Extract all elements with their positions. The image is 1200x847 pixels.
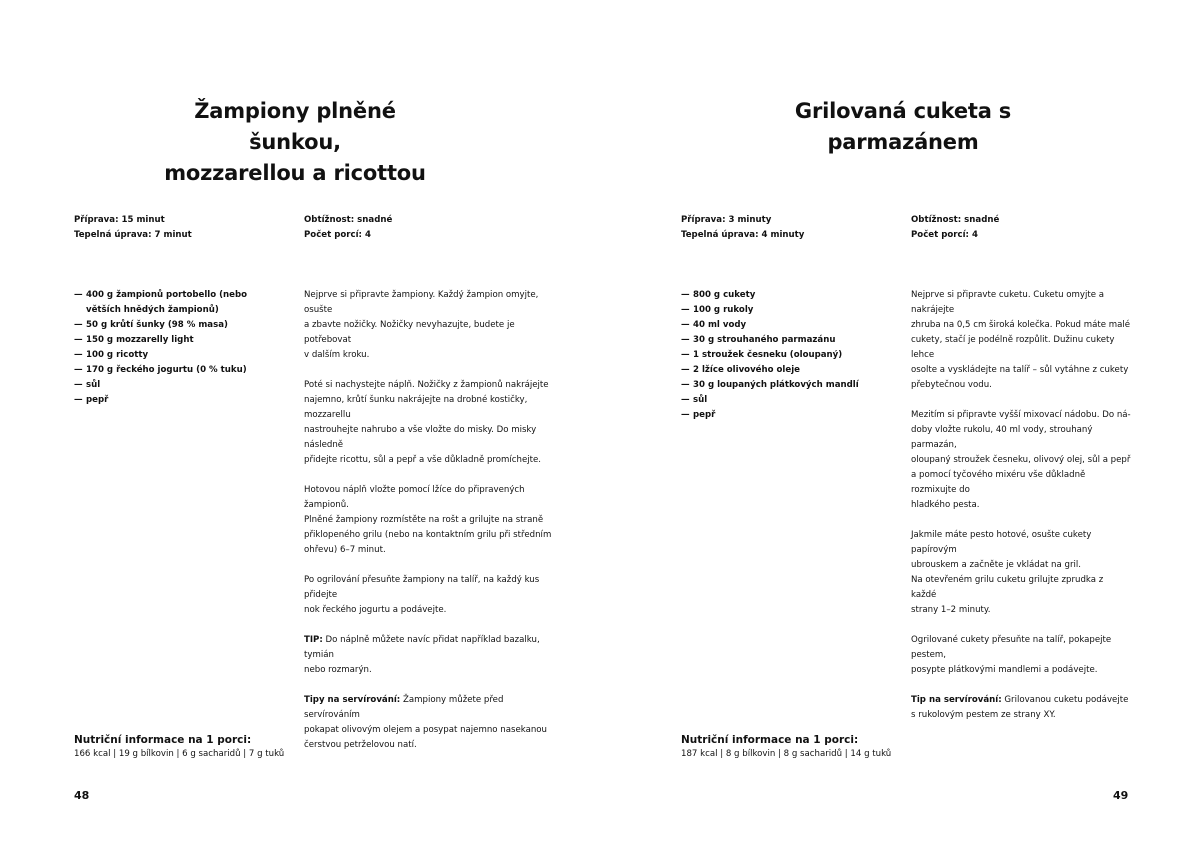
nutrition-title: Nutriční informace na 1 porci: xyxy=(74,734,252,746)
ingredients-list xyxy=(74,288,254,408)
ingredient-item: — 1 stroužek česneku (oloupaný) xyxy=(681,348,861,363)
dash-bullet: — xyxy=(681,410,690,420)
dash-bullet: — xyxy=(74,335,83,345)
servings: Počet porcí: 4 xyxy=(911,230,978,240)
method-paragraph: Ogrilované cukety přesuňte na talíř, pokapejte pestem, posypte plátkovými mandlemi a podávejte. xyxy=(911,635,1112,675)
recipe-title-line1: Žampiony plněné šunkou, xyxy=(194,99,396,154)
cook-time: Tepelná úprava: 7 minut xyxy=(74,230,192,240)
tip-label: TIP: xyxy=(304,635,323,645)
dash-bullet: — xyxy=(681,350,690,360)
serving-tip-paragraph xyxy=(304,693,552,753)
nutrition-title: Nutriční informace na 1 porci: xyxy=(681,734,859,746)
nutrition-info xyxy=(74,733,284,761)
dash-bullet: — xyxy=(681,395,690,405)
dash-bullet: — xyxy=(74,395,83,405)
ingredient-item: — 800 g cukety xyxy=(681,288,861,303)
ingredients-list xyxy=(681,288,861,423)
ingredient-item: — sůl xyxy=(681,393,861,408)
dash-bullet: — xyxy=(74,380,83,390)
ingredient-item: — pepř xyxy=(74,393,254,408)
time-info xyxy=(681,213,804,243)
ingredient-item: — pepř xyxy=(681,408,861,423)
ingredient-item: — 170 g řeckého jogurtu (0 % tuku) xyxy=(74,363,254,378)
serving-tip-text: Žampiony můžete před servírováním pokapat olivovým olejem a posypat najemno nasekanou čerstvou petrželovou natí. xyxy=(304,695,547,750)
dash-bullet: — xyxy=(74,320,83,330)
dash-bullet: — xyxy=(681,305,690,315)
method-text xyxy=(304,288,552,768)
method-paragraph: Jakmile máte pesto hotové, osušte cukety papírovým ubrouskem a začněte je vkládat na gril. Na otevřeném grilu cuketu grilujte zprudka z každé strany 1–2 minuty. xyxy=(911,530,1104,615)
time-info xyxy=(74,213,192,243)
ingredient-item: — 100 g ricotty xyxy=(74,348,254,363)
difficulty: Obtížnost: snadné xyxy=(911,215,1000,225)
dash-bullet: — xyxy=(681,320,690,330)
page-number: 48 xyxy=(74,789,90,802)
prep-time: Příprava: 15 minut xyxy=(74,215,165,225)
method-paragraph: Nejprve si připravte žampiony. Každý žampion omyjte, osušte a zbavte nožičky. Nožičky nevyhazujte, budete je potřebovat v dalším kroku. xyxy=(304,290,539,360)
serving-tip-label: Tip na servírování: xyxy=(911,695,1002,705)
prep-time: Příprava: 3 minuty xyxy=(681,215,772,225)
tip-paragraph xyxy=(304,633,552,678)
ingredient-item: — 150 g mozzarelly light xyxy=(74,333,254,348)
ingredient-item: — 2 lžíce olivového oleje xyxy=(681,363,861,378)
recipe-title-line2: mozzarellou a ricottou xyxy=(164,161,426,185)
serving-tip-label: Tipy na servírování: xyxy=(304,695,401,705)
serving-tip-paragraph xyxy=(911,693,1131,723)
dash-bullet: — xyxy=(74,365,83,375)
servings: Počet porcí: 4 xyxy=(304,230,371,240)
recipe-title: Grilovaná cuketa s parmazánem xyxy=(794,99,1012,154)
dash-bullet: — xyxy=(74,350,83,360)
nutrition-values: 187 kcal | 8 g bílkovin | 8 g sacharidů | 14 g tuků xyxy=(681,749,892,759)
cook-time: Tepelná úprava: 4 minuty xyxy=(681,230,805,240)
dash-bullet: — xyxy=(681,335,690,345)
ingredient-item: — 400 g žampionů portobello (nebo větších hnědých žampionů) xyxy=(74,290,248,315)
nutrition-info xyxy=(681,733,891,761)
method-paragraph: Hotovou náplň vložte pomocí lžíce do připravených žampionů. Plněné žampiony rozmístěte na rošt a grilujte na straně přiklopeného grilu (nebo na kontaktním grilu při středním ohřevu) 6–7 minut. xyxy=(304,485,552,555)
page-number: 49 xyxy=(1113,789,1129,802)
dash-bullet: — xyxy=(681,380,690,390)
dash-bullet: — xyxy=(681,365,690,375)
ingredient-item: — 50 g krůtí šunky (98 % masa) xyxy=(74,318,254,333)
difficulty-info xyxy=(304,213,392,243)
method-text xyxy=(911,288,1131,738)
ingredient-item: — 100 g rukoly xyxy=(681,303,861,318)
ingredient-item: — sůl xyxy=(74,378,254,393)
page-right xyxy=(600,0,1200,847)
method-paragraph: Po ogrilování přesuňte žampiony na talíř, na každý kus přidejte nok řeckého jogurtu a podávejte. xyxy=(304,575,540,615)
nutrition-values: 166 kcal | 19 g bílkovin | 6 g sacharidů | 7 g tuků xyxy=(74,749,285,759)
method-paragraph: Nejprve si připravte cuketu. Cuketu omyjte a nakrájejte zhruba na 0,5 cm široká kolečka. Pokud máte malé cukety, stačí je podélně rozpůlit. Dužinu cukety lehce osolte a vyskládejte na talíř – sůl vytáhne z cukety přebytečnou vodu. xyxy=(911,290,1131,390)
recipe-title xyxy=(145,96,445,189)
method-paragraph: Mezitím si připravte vyšší mixovací nádobu. Do ná- doby vložte rukolu, 40 ml vody, strouhaný parmazán, oloupaný stroužek česneku, olivový olej, sůl a pepř a pomocí tyčového mixéru vše důkladně rozmixujte do hladkého pesta. xyxy=(911,410,1131,510)
serving-tip-text: Grilovanou cuketu podávejte s rukolovým pestem ze strany XY. xyxy=(911,695,1129,720)
dash-bullet: — xyxy=(74,290,83,300)
method-paragraph: Poté si nachystejte náplň. Nožičky z žampionů nakrájejte najemno, krůtí šunku nakrájejte na drobné kostičky, mozzarellu nastrouhejte nahrubo a vše vložte do misky. Do misky následně přidejte ricottu, sůl a pepř a vše důkladně promíchejte. xyxy=(304,380,549,465)
ingredient-item: — 30 g loupaných plátkových mandlí xyxy=(681,378,861,393)
ingredient-item: — 40 ml vody xyxy=(681,318,861,333)
ingredient-item: — 30 g strouhaného parmazánu xyxy=(681,333,861,348)
difficulty: Obtížnost: snadné xyxy=(304,215,393,225)
tip-text: Do náplně můžete navíc přidat například bazalku, tymián nebo rozmarýn. xyxy=(304,635,540,675)
dash-bullet: — xyxy=(681,290,690,300)
difficulty-info xyxy=(911,213,999,243)
